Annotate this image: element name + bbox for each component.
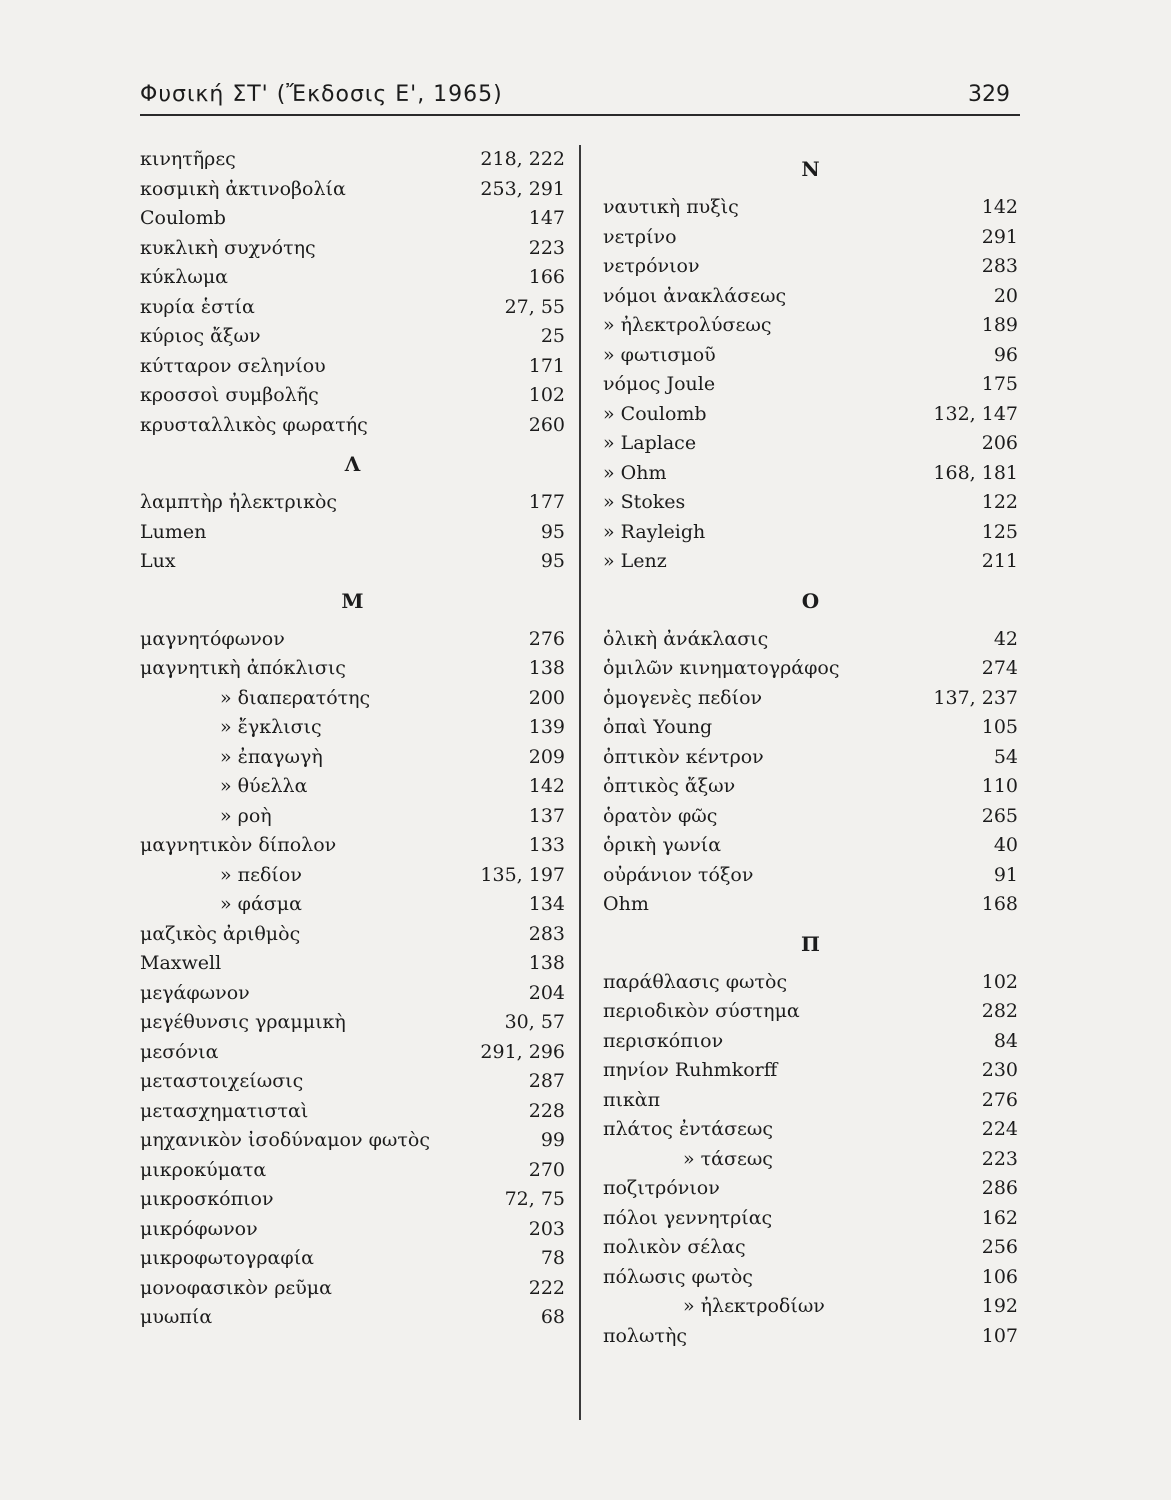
entry-term: » Ohm xyxy=(603,461,667,484)
index-entry xyxy=(140,204,565,234)
entry-term: πολωτὴς xyxy=(603,1324,687,1347)
index-entry xyxy=(603,193,1018,223)
entry-term: νόμοι ἀνακλάσεως xyxy=(603,284,787,307)
entry-pages: 72, 75 xyxy=(504,1188,565,1210)
index-entry xyxy=(140,772,565,802)
entry-pages: 276 xyxy=(981,1088,1018,1111)
entry-term: λαμπτὴρ ἠλεκτρικὸς xyxy=(140,491,338,513)
entry-term: » Coulomb xyxy=(603,402,707,425)
index-entry xyxy=(603,1263,1018,1293)
entry-term: » διαπερατότης xyxy=(220,686,371,709)
section-letter: Μ xyxy=(341,588,364,613)
entry-pages: 283 xyxy=(981,255,1018,277)
entry-pages: 177 xyxy=(528,491,565,513)
index-entry xyxy=(603,1322,1018,1352)
entry-pages: 270 xyxy=(528,1158,565,1181)
index-entry xyxy=(603,968,1018,998)
index-entry xyxy=(140,713,565,743)
entry-term: μεγάφωνον xyxy=(140,981,250,1004)
entry-pages: 286 xyxy=(981,1177,1018,1199)
index-entry xyxy=(603,997,1018,1027)
entry-term: μετασχηματισταὶ xyxy=(140,1099,309,1122)
index-entry xyxy=(603,713,1018,743)
entry-pages: 276 xyxy=(528,627,565,650)
entry-pages: 139 xyxy=(528,716,565,738)
entry-pages: 166 xyxy=(528,266,565,288)
entry-pages: 142 xyxy=(981,196,1018,218)
entry-pages: 218, 222 xyxy=(480,148,565,170)
section-letter: Ο xyxy=(801,588,820,613)
entry-pages: 291 xyxy=(981,225,1018,248)
entry-pages: 99 xyxy=(540,1129,565,1151)
entry-pages: 134 xyxy=(528,893,565,915)
entry-pages: 40 xyxy=(993,834,1018,856)
entry-pages: 137, 237 xyxy=(933,686,1018,709)
entry-pages: 211 xyxy=(981,550,1018,572)
entry-pages: 168, 181 xyxy=(933,461,1018,484)
index-entry xyxy=(140,322,565,352)
index-entry xyxy=(603,1292,1018,1322)
entry-term: » τάσεως xyxy=(683,1147,773,1170)
index-entry xyxy=(140,145,565,175)
entry-pages: 138 xyxy=(528,657,565,679)
entry-pages: 78 xyxy=(540,1247,565,1269)
index-entry xyxy=(603,400,1018,430)
entry-term: ποζιτρόνιον xyxy=(603,1177,720,1199)
entry-term: ναυτικὴ πυξὶς xyxy=(603,196,739,218)
running-title: Φυσική ΣΤ' (Ἔκδοσις Ε', 1965) xyxy=(140,82,503,107)
entry-term: περιοδικὸν σύστημα xyxy=(603,1000,800,1022)
entry-term: πόλωσις φωτὸς xyxy=(603,1265,753,1288)
section-letter: Π xyxy=(801,931,820,956)
entry-term: ὀπαὶ Young xyxy=(603,716,713,738)
entry-term: μεγέθυνσις γραμμικὴ xyxy=(140,1011,346,1033)
entry-term: κύτταρον σεληνίου xyxy=(140,354,326,377)
index-entry xyxy=(603,890,1018,920)
entry-term: Lumen xyxy=(140,520,207,543)
index-entry xyxy=(140,1038,565,1068)
entry-pages: 256 xyxy=(981,1236,1018,1258)
index-entry xyxy=(603,802,1018,832)
entry-term: νετρίνο xyxy=(603,225,677,248)
index-entry xyxy=(140,234,565,264)
entry-term: » ἠλεκτροδίων xyxy=(683,1295,825,1317)
entry-pages: 96 xyxy=(993,343,1018,366)
entry-pages: 54 xyxy=(993,745,1018,768)
entry-pages: 162 xyxy=(981,1206,1018,1229)
index-entry xyxy=(603,1174,1018,1204)
entry-pages: 132, 147 xyxy=(933,402,1018,425)
entry-term: Maxwell xyxy=(140,952,222,974)
entry-pages: 102 xyxy=(981,970,1018,993)
entry-term: ὀπτικὸς ἄξων xyxy=(603,775,736,797)
entry-pages: 125 xyxy=(981,520,1018,543)
entry-term: κυρία ἑστία xyxy=(140,295,255,318)
index-entry xyxy=(603,1204,1018,1234)
index-entry xyxy=(140,547,565,577)
entry-pages: 223 xyxy=(981,1147,1018,1170)
index-entry xyxy=(603,1086,1018,1116)
entry-term: μικροκύματα xyxy=(140,1158,267,1181)
index-entry xyxy=(603,831,1018,861)
entry-pages: 224 xyxy=(981,1118,1018,1140)
entry-term: μαζικὸς ἀριθμὸς xyxy=(140,922,301,945)
index-entry xyxy=(603,311,1018,341)
entry-term: μαγνητόφωνον xyxy=(140,627,285,650)
entry-term: ὁρατὸν φῶς xyxy=(603,804,718,827)
entry-term: μυωπία xyxy=(140,1306,213,1328)
index-entry xyxy=(140,890,565,920)
entry-term: μονοφασικὸν ρεῦμα xyxy=(140,1276,332,1299)
index-entry xyxy=(140,1215,565,1245)
entry-pages: 147 xyxy=(528,207,565,229)
entry-pages: 200 xyxy=(528,686,565,709)
index-entry xyxy=(140,1156,565,1186)
index-entry xyxy=(140,488,565,518)
index-entry xyxy=(603,1056,1018,1086)
entry-pages: 175 xyxy=(981,373,1018,395)
entry-pages: 27, 55 xyxy=(504,295,565,318)
index-entry xyxy=(140,175,565,205)
entry-term: » Rayleigh xyxy=(603,520,706,543)
index-entry xyxy=(140,684,565,714)
entry-term: κύκλωμα xyxy=(140,266,229,288)
entry-term: μηχανικὸν ἰσοδύναμον φωτὸς xyxy=(140,1129,430,1151)
index-entry xyxy=(603,1233,1018,1263)
entry-pages: 84 xyxy=(993,1029,1018,1052)
entry-term: » Lenz xyxy=(603,550,667,572)
index-entry xyxy=(603,518,1018,548)
index-entry xyxy=(603,282,1018,312)
entry-term: κινητῆρες xyxy=(140,148,236,170)
entry-term: » φωτισμοῦ xyxy=(603,343,716,366)
page-header xyxy=(140,80,1020,116)
index-entry xyxy=(140,920,565,950)
entry-term: κυκλικὴ συχνότης xyxy=(140,236,316,259)
entry-term: » ροὴ xyxy=(220,804,272,827)
index-entry xyxy=(140,861,565,891)
index-entry xyxy=(603,341,1018,371)
entry-term: Ohm xyxy=(603,893,649,915)
entry-term: κρυσταλλικὸς φωρατής xyxy=(140,413,368,436)
index-entry xyxy=(140,1067,565,1097)
entry-term: πόλοι γεννητρίας xyxy=(603,1206,773,1229)
entry-pages: 137 xyxy=(528,804,565,827)
entry-pages: 171 xyxy=(528,354,565,377)
index-entry xyxy=(140,654,565,684)
entry-term: ὁμογενὲς πεδίον xyxy=(603,686,763,709)
entry-term: » ἠλεκτρολύσεως xyxy=(603,314,772,336)
index-entry xyxy=(603,1115,1018,1145)
index-entry xyxy=(603,684,1018,714)
entry-pages: 168 xyxy=(981,893,1018,915)
entry-pages: 105 xyxy=(981,716,1018,738)
index-entry xyxy=(140,1274,565,1304)
entry-pages: 95 xyxy=(540,520,565,543)
entry-pages: 42 xyxy=(993,627,1018,650)
index-column-left xyxy=(140,145,565,1333)
entry-term: οὐράνιον τόξον xyxy=(603,863,754,886)
index-entry xyxy=(603,370,1018,400)
entry-pages: 106 xyxy=(981,1265,1018,1288)
entry-term: ὁρικὴ γωνία xyxy=(603,834,722,856)
entry-term: νόμος Joule xyxy=(603,373,716,395)
entry-pages: 189 xyxy=(981,314,1018,336)
entry-term: μαγνητικὴ ἀπόκλισις xyxy=(140,657,346,679)
index-entry xyxy=(603,743,1018,773)
entry-pages: 95 xyxy=(540,550,565,572)
entry-pages: 135, 197 xyxy=(480,863,565,886)
entry-pages: 287 xyxy=(528,1070,565,1092)
entry-pages: 260 xyxy=(528,413,565,436)
entry-pages: 68 xyxy=(540,1306,565,1328)
index-entry xyxy=(140,518,565,548)
entry-pages: 282 xyxy=(981,1000,1018,1022)
index-entry xyxy=(603,772,1018,802)
section-letter: Ν xyxy=(801,157,820,181)
entry-pages: 25 xyxy=(540,325,565,347)
entry-pages: 138 xyxy=(528,952,565,974)
entry-pages: 102 xyxy=(528,384,565,406)
entry-term: πικὰπ xyxy=(603,1088,661,1111)
index-entry xyxy=(603,861,1018,891)
index-entry xyxy=(603,459,1018,489)
entry-pages: 20 xyxy=(993,284,1018,307)
entry-term: μικροσκόπιον xyxy=(140,1188,274,1210)
entry-pages: 203 xyxy=(528,1217,565,1240)
index-entry xyxy=(140,949,565,979)
entry-pages: 133 xyxy=(528,834,565,856)
entry-pages: 222 xyxy=(528,1276,565,1299)
index-entry xyxy=(603,429,1018,459)
entry-term: πηνίον Ruhmkorff xyxy=(603,1059,778,1081)
entry-term: ὁμιλῶν κινηματογράφος xyxy=(603,657,840,679)
entry-pages: 107 xyxy=(981,1324,1018,1347)
index-entry xyxy=(140,352,565,382)
entry-term: ὀπτικὸν κέντρον xyxy=(603,745,764,768)
column-divider xyxy=(579,145,581,1420)
page-number: 329 xyxy=(968,82,1010,107)
entry-term: πλάτος ἐντάσεως xyxy=(603,1118,774,1140)
entry-pages: 283 xyxy=(528,922,565,945)
entry-term: » Laplace xyxy=(603,432,697,454)
index-entry xyxy=(603,1027,1018,1057)
entry-pages: 209 xyxy=(528,745,565,768)
entry-pages: 265 xyxy=(981,804,1018,827)
index-entry xyxy=(140,1303,565,1333)
entry-term: Lux xyxy=(140,550,176,572)
entry-pages: 110 xyxy=(981,775,1018,797)
entry-term: μαγνητικὸν δίπολον xyxy=(140,834,337,856)
entry-term: » Stokes xyxy=(603,491,686,513)
index-entry xyxy=(140,1097,565,1127)
index-entry xyxy=(603,223,1018,253)
index-entry xyxy=(603,654,1018,684)
entry-pages: 291, 296 xyxy=(480,1040,565,1063)
entry-term: παράθλασις φωτὸς xyxy=(603,970,788,993)
index-entry xyxy=(140,802,565,832)
index-entry xyxy=(140,381,565,411)
index-entry xyxy=(603,625,1018,655)
index-entry xyxy=(140,1185,565,1215)
entry-term: κύριος ἄξων xyxy=(140,325,261,347)
index-entry xyxy=(140,263,565,293)
entry-term: περισκόπιον xyxy=(603,1029,724,1052)
entry-pages: 274 xyxy=(981,657,1018,679)
entry-pages: 204 xyxy=(528,981,565,1004)
entry-pages: 230 xyxy=(981,1059,1018,1081)
entry-term: μικρόφωνον xyxy=(140,1217,258,1240)
entry-pages: 142 xyxy=(528,775,565,797)
entry-term: » ἔγκλισις xyxy=(220,716,322,738)
entry-term: ὁλικὴ ἀνάκλασις xyxy=(603,627,769,650)
entry-term: μεταστοιχείωσις xyxy=(140,1070,304,1092)
entry-term: μικροφωτογραφία xyxy=(140,1247,314,1269)
entry-term: νετρόνιον xyxy=(603,255,700,277)
entry-term: κροσσοὶ συμβολῆς xyxy=(140,384,319,406)
entry-pages: 30, 57 xyxy=(504,1011,565,1033)
entry-term: » φάσμα xyxy=(220,893,302,915)
entry-pages: 91 xyxy=(993,863,1018,886)
entry-term: » πεδίον xyxy=(220,863,302,886)
entry-term: μεσόνια xyxy=(140,1040,219,1063)
entry-pages: 228 xyxy=(528,1099,565,1122)
entry-term: » θύελλα xyxy=(220,775,308,797)
entry-pages: 192 xyxy=(981,1295,1018,1317)
index-entry xyxy=(140,1126,565,1156)
section-letter: Λ xyxy=(344,452,361,476)
entry-pages: 253, 291 xyxy=(480,177,565,200)
index-entry xyxy=(603,1145,1018,1175)
index-entry xyxy=(140,1244,565,1274)
entry-term: πολικὸν σέλας xyxy=(603,1236,746,1258)
index-column-right xyxy=(603,145,1018,1351)
entry-term: » ἐπαγωγὴ xyxy=(220,745,323,768)
index-entry xyxy=(140,979,565,1009)
index-entry xyxy=(140,743,565,773)
entry-term: Coulomb xyxy=(140,207,226,229)
index-entry xyxy=(140,411,565,441)
index-entry xyxy=(603,547,1018,577)
index-entry xyxy=(140,293,565,323)
entry-pages: 223 xyxy=(528,236,565,259)
index-entry xyxy=(140,831,565,861)
index-entry xyxy=(140,1008,565,1038)
entry-pages: 206 xyxy=(981,432,1018,454)
entry-pages: 122 xyxy=(981,491,1018,513)
index-entry xyxy=(140,625,565,655)
entry-term: κοσμικὴ ἀκτινοβολία xyxy=(140,177,346,200)
index-entry xyxy=(603,252,1018,282)
index-entry xyxy=(603,488,1018,518)
